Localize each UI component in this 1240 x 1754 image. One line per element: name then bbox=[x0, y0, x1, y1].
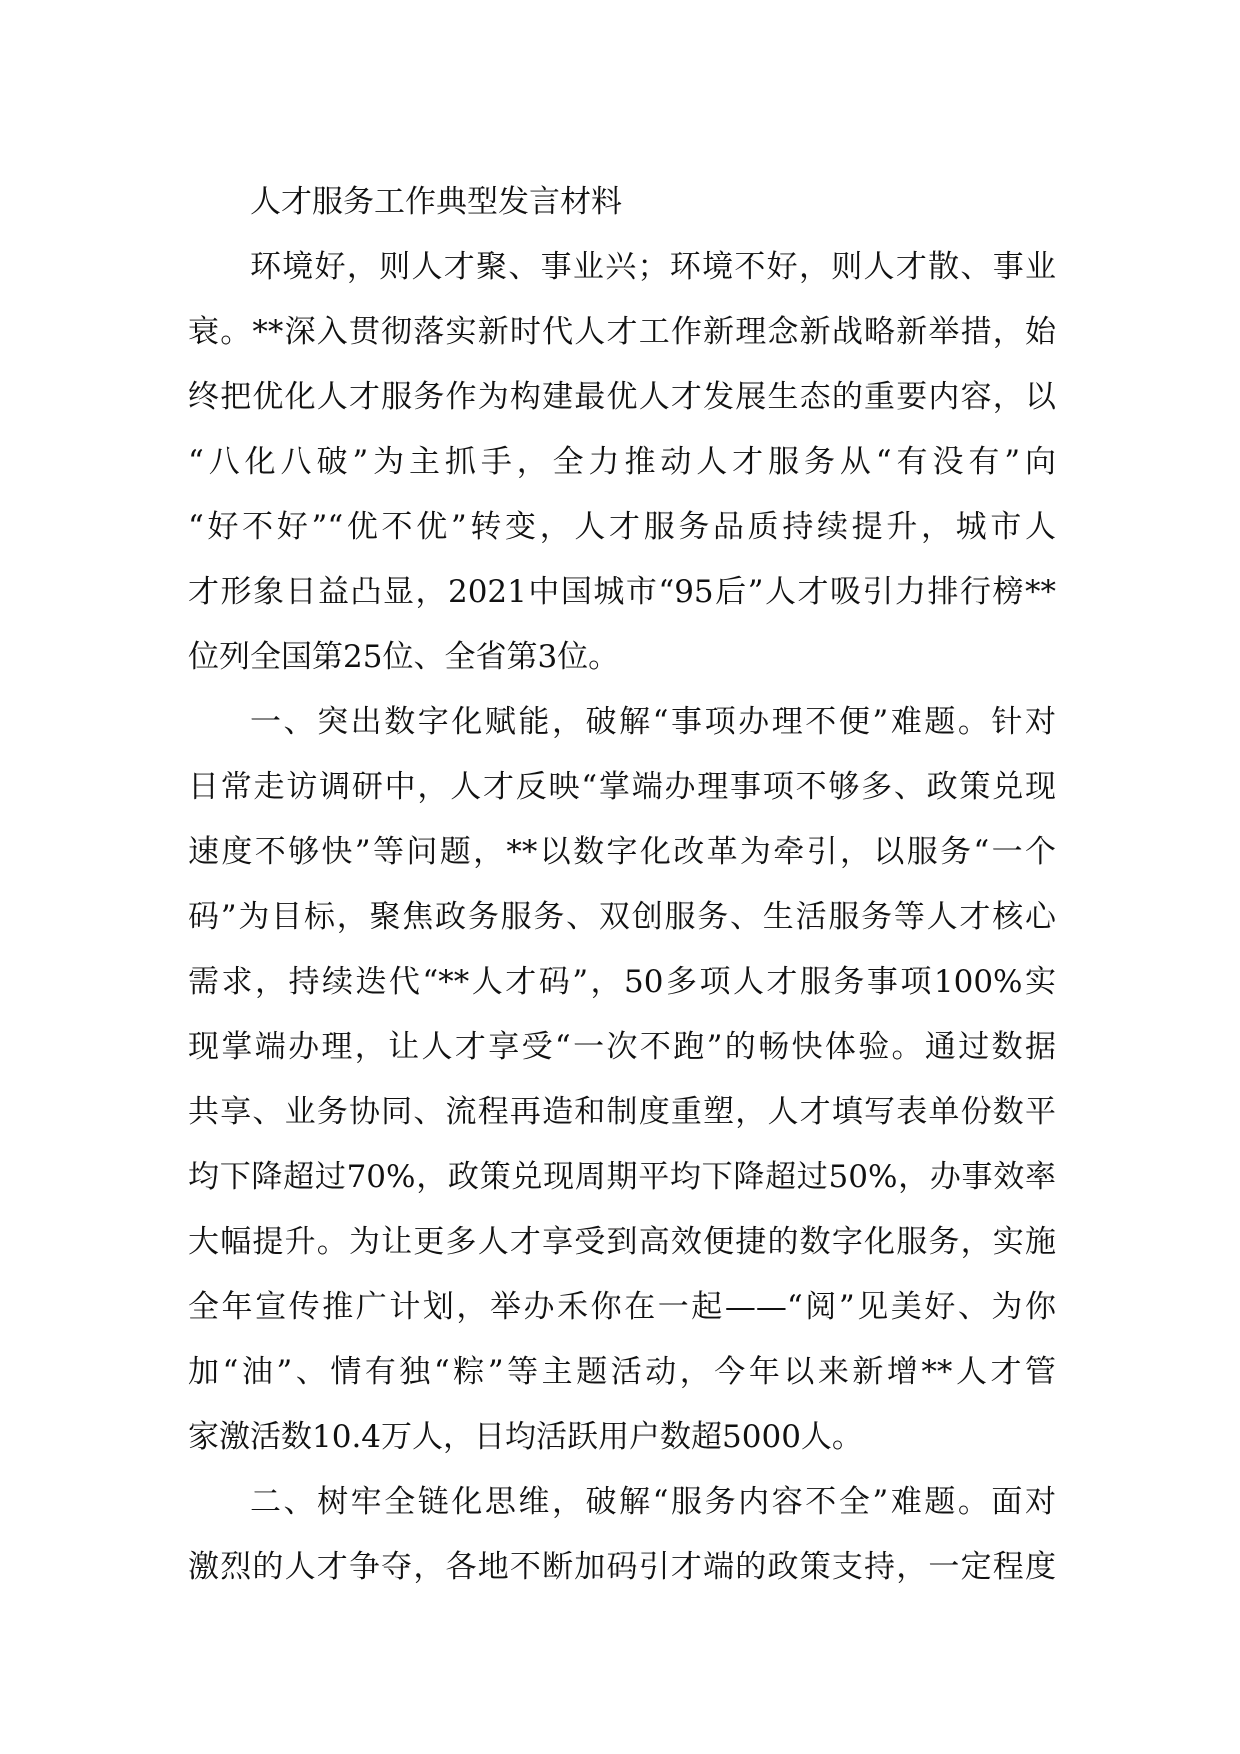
text-line: 一、突出数字化赋能，破解“事项办理不便”难题。针对 bbox=[250, 704, 1056, 740]
text-line: 共享、业务协同、流程再造和制度重塑，人才填写表单份数平 bbox=[188, 1094, 1056, 1130]
text-line: 均下降超过70%，政策兑现周期平均下降超过50%，办事效率 bbox=[188, 1159, 1056, 1195]
text-line: 二、树牢全链化思维，破解“服务内容不全”难题。面对 bbox=[250, 1484, 1056, 1520]
document-body bbox=[188, 170, 1056, 1600]
text-line: “八化八破”为主抓手，全力推动人才服务从“有没有”向 bbox=[188, 444, 1056, 480]
text-line: 日常走访调研中，人才反映“掌端办理事项不够多、政策兑现 bbox=[188, 769, 1056, 805]
text-line: 加“油”、情有独“粽”等主题活动，今年以来新增**人才管 bbox=[188, 1354, 1056, 1390]
text-line: 环境好，则人才聚、事业兴；环境不好，则人才散、事业 bbox=[250, 249, 1056, 285]
text-line: 现掌端办理，让人才享受“一次不跑”的畅快体验。通过数据 bbox=[188, 1029, 1056, 1065]
paragraph-intro bbox=[188, 235, 1056, 690]
text-line: 需求，持续迭代“**人才码”，50多项人才服务事项100%实 bbox=[188, 964, 1056, 1000]
text-line: 家激活数10.4万人，日均活跃用户数超5000人。 bbox=[188, 1419, 863, 1455]
text-line: 码”为目标，聚焦政务服务、双创服务、生活服务等人才核心 bbox=[188, 899, 1056, 935]
text-line: 衰。**深入贯彻落实新时代人才工作新理念新战略新举措，始 bbox=[188, 314, 1056, 350]
text-line: 速度不够快”等问题，**以数字化改革为牵引，以服务“一个 bbox=[188, 834, 1056, 870]
document-title: 人才服务工作典型发言材料 bbox=[250, 184, 622, 220]
text-line: 全年宣传推广计划，举办禾你在一起——“阅”见美好、为你 bbox=[188, 1289, 1056, 1325]
text-line: 终把优化人才服务作为构建最优人才发展生态的重要内容，以 bbox=[188, 379, 1056, 415]
text-line: “好不好”“优不优”转变，人才服务品质持续提升，城市人 bbox=[188, 509, 1056, 545]
text-line: 位列全国第25位、全省第3位。 bbox=[188, 639, 620, 675]
text-line: 激烈的人才争夺，各地不断加码引才端的政策支持，一定程度 bbox=[188, 1549, 1056, 1585]
text-line: 大幅提升。为让更多人才享受到高效便捷的数字化服务，实施 bbox=[188, 1224, 1056, 1260]
paragraph-section-1 bbox=[188, 690, 1056, 1470]
text-line: 才形象日益凸显，2021中国城市“95后”人才吸引力排行榜** bbox=[188, 574, 1056, 610]
paragraph-section-2 bbox=[188, 1470, 1056, 1600]
